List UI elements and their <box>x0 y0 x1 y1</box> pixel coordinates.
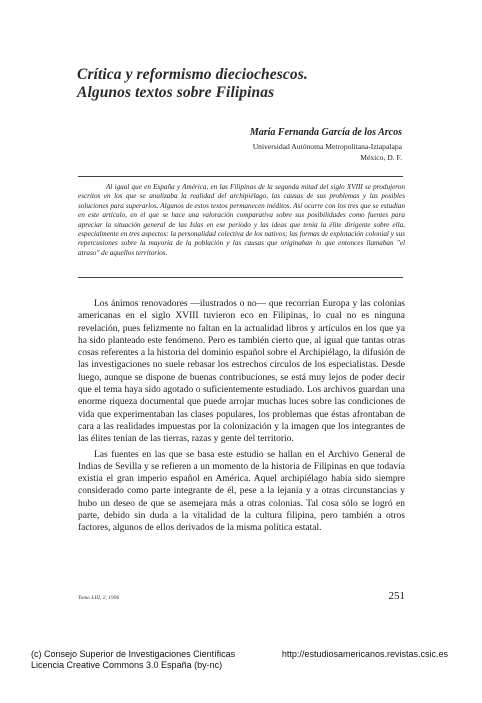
license-notice <box>31 649 235 671</box>
title-line-2: Algunos textos sobre Filipinas <box>77 84 275 101</box>
abstract-top-rule <box>78 176 403 177</box>
body-paragraph: Las fuentes en las que se basa este estudio se hallan en el Archivo General de Indias de Sevilla y se refieren a un momento de la historia de Filipinas en que todavía existía el gran imperio español en América. Aquel archipiélago había sido siempre considerado como parte integrante de él, pese a la lejanía y a otras circunstancias y hubo un deseo de que se asemejara más a otras colonias. Tal cosa sólo se logró en parte, debido sin duda a la vitalidad de la cultura filipina, pero también a otros factores, algunos de ellos derivados de la misma política estatal. <box>78 449 405 534</box>
page-footer <box>78 590 405 604</box>
affiliation-institution: Universidad Autónoma Metropolitana-Iztapalapa <box>252 142 402 151</box>
article-title <box>77 66 437 102</box>
abstract-text: Al igual que en España y América, en las Filipinas de la segunda mitad del siglo XVIII se produjeron escritos en los que se analizaba la realidad del archipiélago, las causas de sus problemas y las posibles soluciones para superarlos. Algunos de estos textos permanecen inéditos. Así ocurre con los tres que se estudian en este artículo, en el que se hace una valoración comparativa sobre sus posibilidades como fuentes para apreciar la situación general de las Islas en ese período y las ideas que tenía la élite dirigente sobre ella, especialmente en tres aspectos: la personalidad colectiva de los nativos; las formas de explotación colonial y sus repercusiones sobre la mayoría de la población y las causas que originaban lo que entonces llamaban "el atraso" de aquellos territorios. <box>78 183 405 257</box>
title-line-1: Crítica y reformismo dieciochescos. <box>77 66 308 83</box>
author-name: María Fernanda García de los Arcos <box>249 127 402 138</box>
abstract-bottom-rule <box>78 277 403 278</box>
page-number: 251 <box>388 590 405 602</box>
license-line: Licencia Creative Commons 3.0 España (by-nc) <box>31 660 223 670</box>
affiliation-city: México, D. F. <box>360 153 402 162</box>
article-body <box>78 298 405 538</box>
copyright-line: (c) Consejo Superior de Investigaciones Científicas <box>31 649 236 659</box>
author-affiliation <box>102 141 402 163</box>
journal-url-link[interactable]: http://estudiosamericanos.revistas.csic.es <box>281 649 448 659</box>
body-paragraph: Los ánimos renovadores —ilustrados o no— que recorrían Europa y las colonias americanas en el siglo XVIII tuvieron eco en Filipinas, lo cual no es ninguna revelación, pues felizmente no faltan en la actualidad libros y artículos en los que ya ha sido planteado este fenómeno. Pero es también cierto que, al igual que tantas otras cosas referentes a la historia del dominio español sobre el Archipiélago, la difusión de las investigaciones no suele rebasar los estrechos círculos de los especialistas. Desde luego, aunque se dispone de buenas contribuciones, se está muy lejos de poder decir que el tema haya sido agotado o suficientemente estudiado. Los archivos guardan una enorme riqueza documental que puede arrojar muchas luces sobre las condiciones de vida que experimentaban las clases populares, los problemas que éstas afrontaban de cara a las realidades impuestas por la colonización y la imagen que los integrantes de las élites tenían de las tierras, razas y gente del territorio. <box>78 299 405 445</box>
journal-reference: Tomo LIII, 2, 1996 <box>78 595 120 601</box>
